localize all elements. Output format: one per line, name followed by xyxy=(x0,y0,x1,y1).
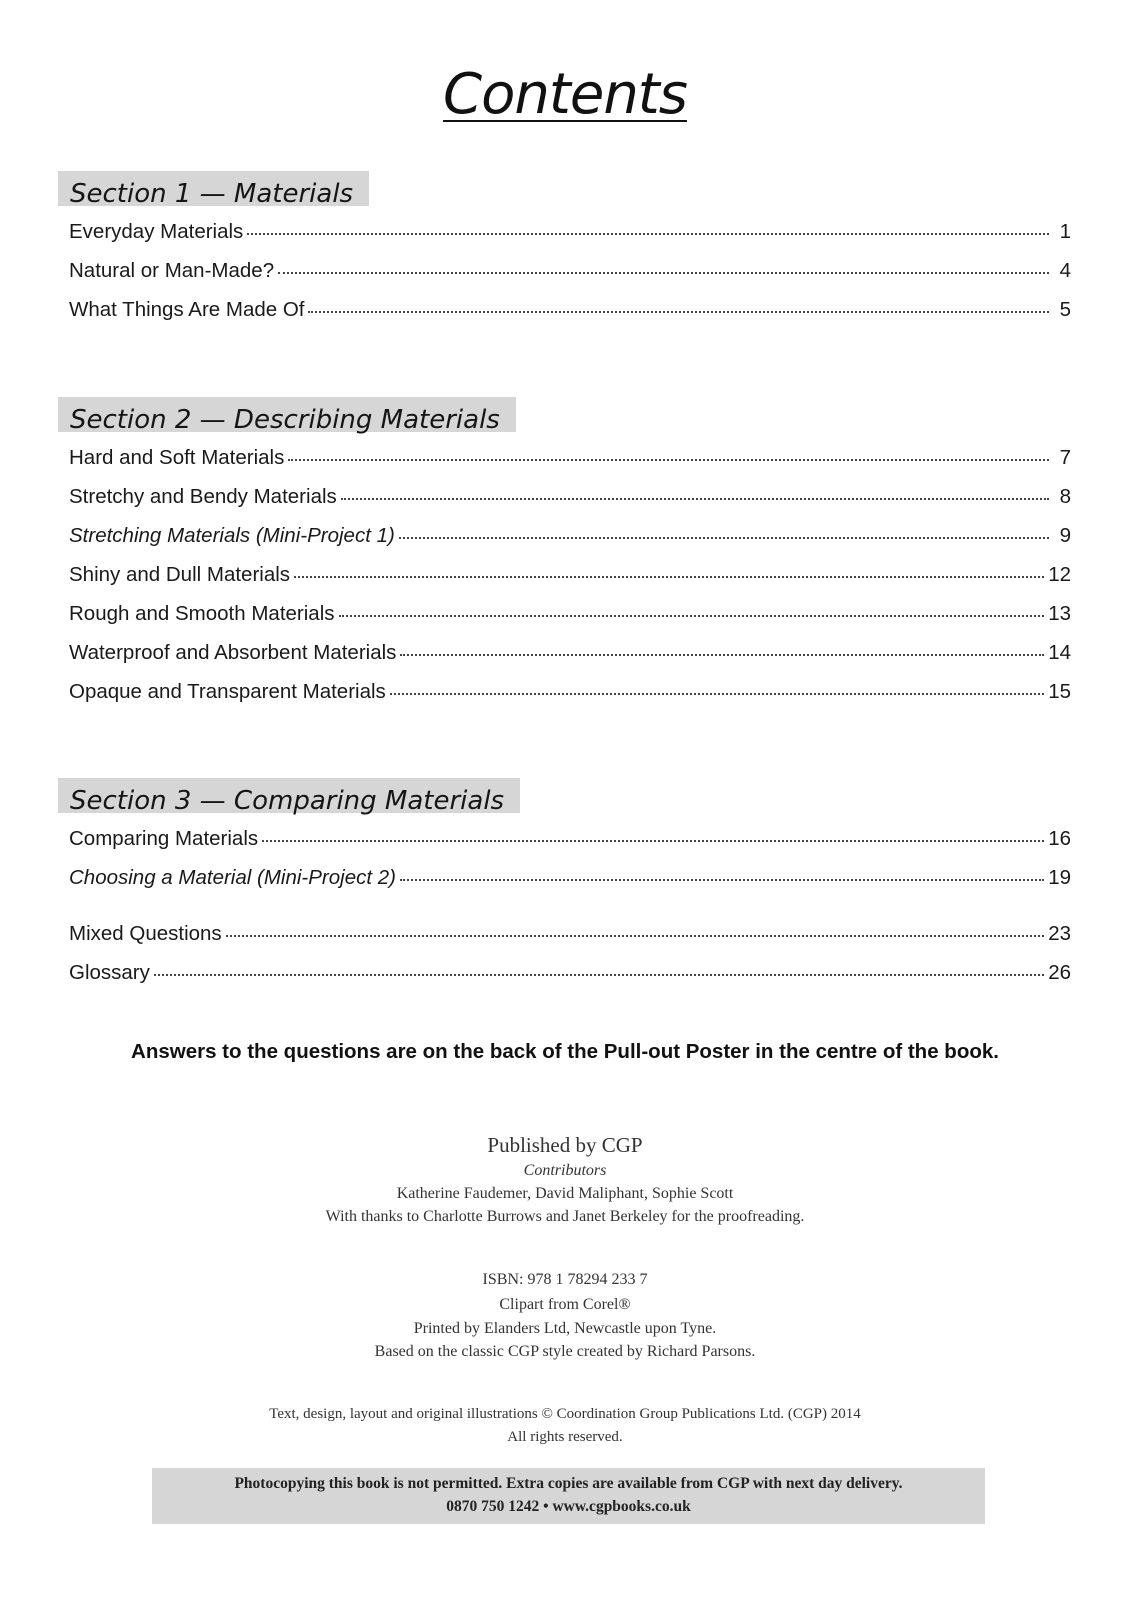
toc-entry[interactable] xyxy=(58,633,1071,672)
dot-leader xyxy=(390,692,1044,695)
toc-entry-label: Choosing a Material (Mini-Project 2) xyxy=(69,866,396,889)
section-3 xyxy=(58,778,1071,992)
toc-entry[interactable] xyxy=(58,672,1071,711)
rights: All rights reserved. xyxy=(507,1429,623,1445)
dot-leader xyxy=(400,878,1044,881)
toc-entry-label: Stretchy and Bendy Materials xyxy=(69,485,337,508)
toc-entry-page: 8 xyxy=(1059,485,1071,508)
toc-entry-label: Rough and Smooth Materials xyxy=(69,602,335,625)
toc-entry-page: 14 xyxy=(1048,641,1071,664)
toc-entry[interactable] xyxy=(58,251,1071,290)
page-title: Contents xyxy=(443,62,687,127)
dot-leader xyxy=(339,614,1045,617)
toc-entry[interactable] xyxy=(58,858,1071,897)
toc-entry-label: Everyday Materials xyxy=(69,220,244,243)
published-by: Published by CGP xyxy=(487,1133,643,1157)
toc-entry-page: 19 xyxy=(1048,866,1071,889)
credits-block xyxy=(0,1130,1130,1228)
dot-leader xyxy=(294,575,1044,578)
dot-leader xyxy=(400,653,1044,656)
toc-entry-label: Stretching Materials (Mini-Project 1) xyxy=(69,524,395,547)
dot-leader xyxy=(226,934,1045,937)
toc-entry[interactable] xyxy=(58,212,1071,251)
dot-leader xyxy=(308,310,1049,313)
toc-entry-page: 16 xyxy=(1048,827,1071,850)
dot-leader xyxy=(154,973,1044,976)
answers-note: Answers to the questions are on the back of the Pull-out Poster in the centre of the book. xyxy=(131,1040,999,1063)
toc-entry-page: 4 xyxy=(1059,259,1071,282)
toc-entry[interactable] xyxy=(58,555,1071,594)
toc-entry[interactable] xyxy=(58,819,1071,858)
toc-entry-page: 15 xyxy=(1048,680,1071,703)
section-3-header: Section 3 — Comparing Materials xyxy=(58,778,520,813)
footer-contact: 0870 750 1242 • www.cgpbooks.co.uk xyxy=(446,1498,691,1515)
toc-entry-label: Waterproof and Absorbent Materials xyxy=(69,641,397,664)
dot-leader xyxy=(247,232,1049,235)
clipart: Clipart from Corel® xyxy=(499,1296,631,1313)
thanks: With thanks to Charlotte Burrows and Janet Berkeley for the proofreading. xyxy=(325,1208,805,1225)
toc-entry[interactable] xyxy=(58,953,1071,992)
section-2-header: Section 2 — Describing Materials xyxy=(58,397,516,432)
based-on: Based on the classic CGP style created by Richard Parsons. xyxy=(374,1343,756,1360)
footer-photocopy-note: Photocopying this book is not permitted. Extra copies are available from CGP with next day delivery. xyxy=(234,1475,903,1492)
toc-entry-page: 26 xyxy=(1048,961,1071,984)
dot-leader xyxy=(341,497,1049,500)
dot-leader xyxy=(288,458,1049,461)
toc-entry-label: Comparing Materials xyxy=(69,827,259,850)
section-2 xyxy=(58,397,1071,711)
dot-leader xyxy=(399,536,1049,539)
publication-info xyxy=(0,1266,1130,1363)
toc-entry-label: Natural or Man-Made? xyxy=(69,259,275,282)
toc-entry-page: 12 xyxy=(1048,563,1071,586)
toc-entry-label: Shiny and Dull Materials xyxy=(69,563,291,586)
footer-band xyxy=(152,1468,985,1524)
copyright-block xyxy=(0,1403,1130,1449)
toc-entry-page: 13 xyxy=(1048,602,1071,625)
toc-entry-label: Hard and Soft Materials xyxy=(69,446,285,469)
dot-leader xyxy=(262,839,1044,842)
toc-entry-page: 1 xyxy=(1059,220,1071,243)
spacer xyxy=(58,897,1071,914)
contributors-heading: Contributors xyxy=(523,1162,607,1179)
copyright: Text, design, layout and original illustrations © Coordination Group Publications Ltd. (CGP) 2014 xyxy=(269,1406,861,1422)
toc-entry[interactable] xyxy=(58,438,1071,477)
printed-by: Printed by Elanders Ltd, Newcastle upon Tyne. xyxy=(413,1320,717,1337)
toc-entry-label: Mixed Questions xyxy=(69,922,222,945)
toc-entry-page: 7 xyxy=(1059,446,1071,469)
toc-entry[interactable] xyxy=(58,594,1071,633)
toc-entry[interactable] xyxy=(58,290,1071,329)
section-1-header: Section 1 — Materials xyxy=(58,171,369,206)
dot-leader xyxy=(278,271,1049,274)
section-1 xyxy=(58,171,1071,329)
toc-entry[interactable] xyxy=(58,914,1071,953)
toc-entry-label: Glossary xyxy=(69,961,150,984)
toc-entry-page: 5 xyxy=(1059,298,1071,321)
contributors: Katherine Faudemer, David Maliphant, Sophie Scott xyxy=(396,1185,734,1202)
isbn: ISBN: 978 1 78294 233 7 xyxy=(482,1271,648,1288)
toc-entry-page: 23 xyxy=(1048,922,1071,945)
toc-entry[interactable] xyxy=(58,477,1071,516)
toc-entry-page: 9 xyxy=(1059,524,1071,547)
toc-entry[interactable] xyxy=(58,516,1071,555)
toc-entry-label: What Things Are Made Of xyxy=(69,298,305,321)
toc-entry-label: Opaque and Transparent Materials xyxy=(69,680,386,703)
